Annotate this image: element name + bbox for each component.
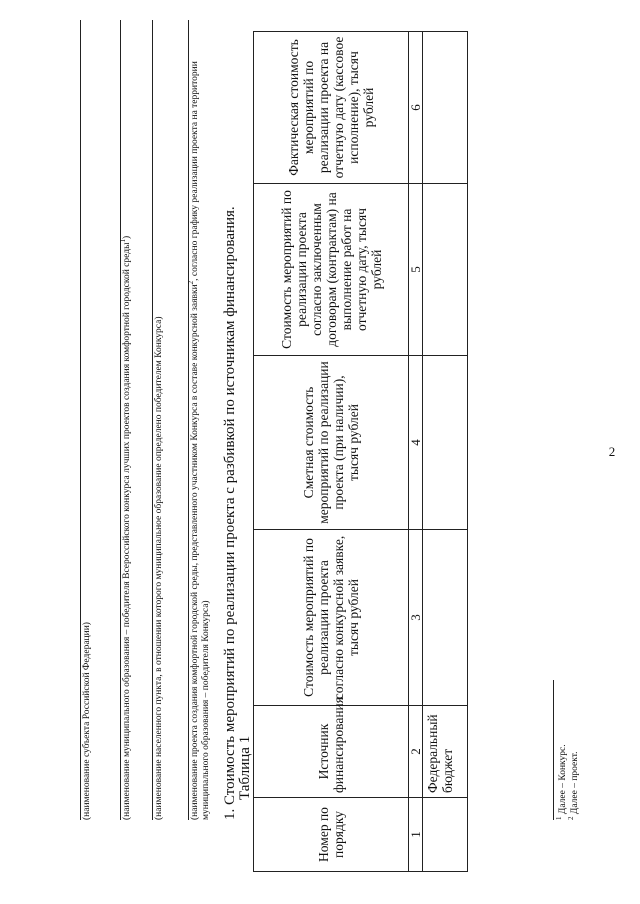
table-header-row [254,32,409,872]
section-heading: 1. Стоимость мероприятий по реализации проекта с разбивкой по источникам финансирования. [222,206,238,820]
footnote [554,744,569,820]
header-contract-cost: Стоимость мероприятий по реализации проекта согласно заключенным договорам (контрактам) на выполнение работ на отчетную дату, тысяч рублей [254,184,409,356]
footnote-text: Далее – Конкурс. [558,744,568,815]
caption-text: (наименование проекта создания комфортной городской среды, представленного участником Конкурса в составе конкурсной заявки [190,284,200,820]
caption-text-tail: ) [122,235,132,240]
cell-actual-cost [423,32,468,184]
caption-project-name [188,20,212,820]
column-number: 6 [409,32,423,184]
column-number-row [409,32,423,872]
caption-text-tail: , согласно графику реализации проекта на территории муниципального образования – победителя Конкурса) [190,61,211,820]
footnote-mark: 1 [554,816,563,820]
header-actual-cost: Фактическая стоимость мероприятий по реализации проекта на отчетную дату (кассовое исполнение), тысяч рублей [254,32,409,184]
cell-contract-cost [423,184,468,356]
cell-funding-source: Федеральный бюджет [423,706,468,798]
cell-row-number [423,798,468,872]
footnote [566,751,581,820]
table-row [423,32,468,872]
caption-municipality-name [120,20,133,820]
caption-settlement-name [152,20,165,820]
cost-table [253,31,468,872]
page-number: 2 [608,444,616,459]
header-application-cost: Стоимость мероприятий по реализации проекта согласно конкурсной заявке, тысяч рублей [254,530,409,706]
cell-estimated-cost [423,356,468,530]
column-number: 5 [409,184,423,356]
caption-text: (наименование субъекта Российской Федерации) [82,622,92,820]
caption-text: (наименование муниципального образования – победителя Всероссийского конкурса лучших проектов создания комфортной городской среды [122,242,132,820]
header-row-number: Номер по порядку [254,798,409,872]
footnote-ref: 2 [186,280,195,285]
column-number: 3 [409,530,423,706]
footnote-ref: 1 [118,239,127,243]
caption-text: (наименование населенного пункта, в отношении которого муниципальное образование определено победителем Конкурса) [154,316,164,820]
header-funding-source: Источник финансирования [254,706,409,798]
footnote-text: Далее – проект. [570,751,580,815]
cell-application-cost [423,530,468,706]
header-estimated-cost: Сметная стоимость мероприятий по реализации проекта (при наличии), тысяч рублей [254,356,409,530]
footnote-mark: 2 [566,816,575,820]
table-label: Таблица 1 [237,735,253,800]
caption-subject-name [80,20,93,820]
column-number: 4 [409,356,423,530]
column-number: 2 [409,706,423,798]
column-number: 1 [409,798,423,872]
footnote-divider [553,680,554,820]
